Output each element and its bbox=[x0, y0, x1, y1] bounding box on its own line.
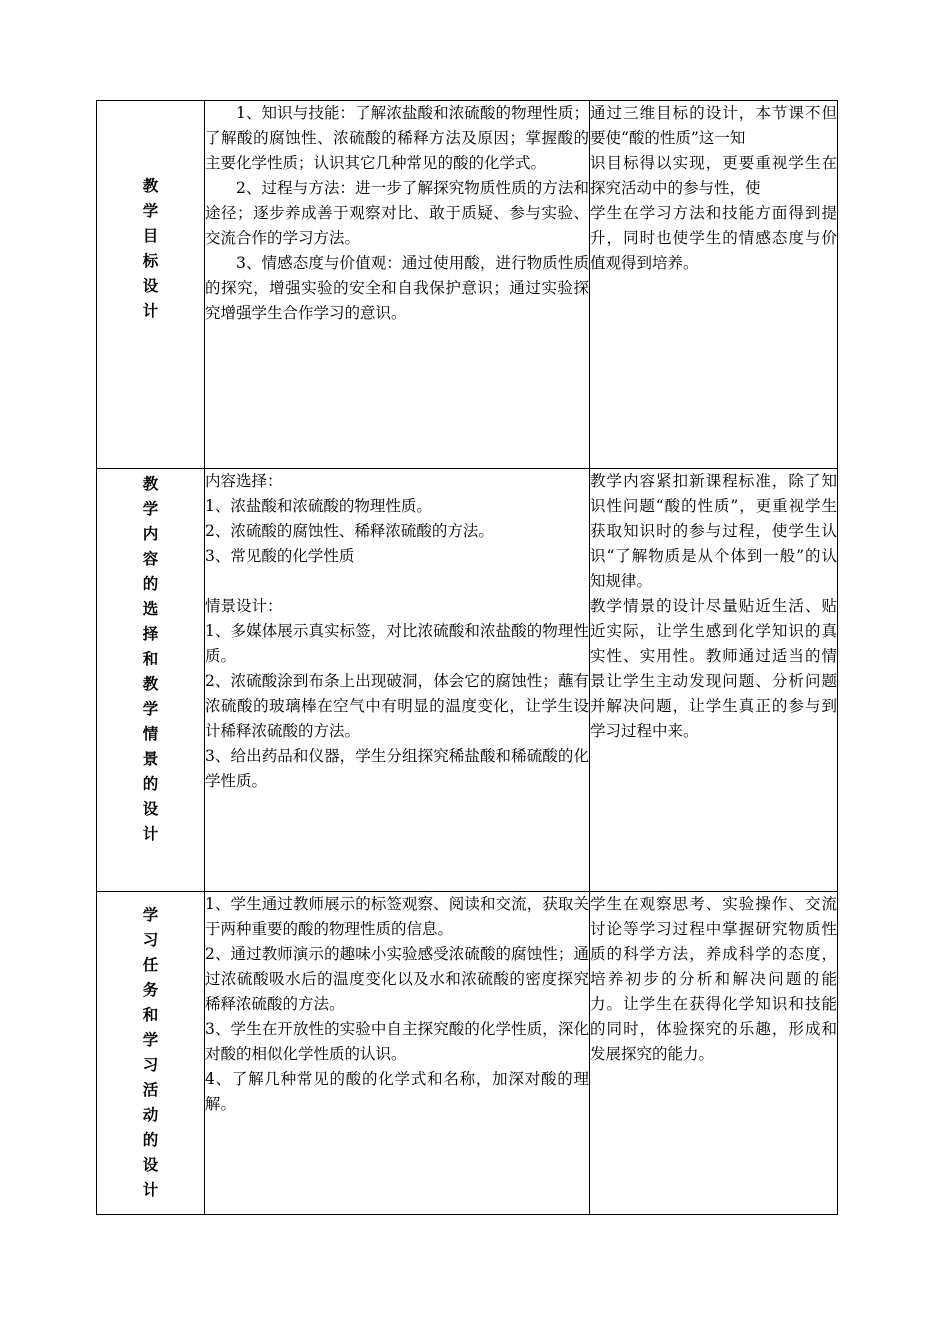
scenario-item: 2、浓硫酸涂到布条上出现破洞，体会它的腐蚀性；蘸有浓硫酸的玻璃棒在空气中有明显的温度变化，让学生设计稀释浓硫酸的方法。 bbox=[205, 672, 589, 740]
rationale-paragraph: 通过三维目标的设计，本节课不但要使“酸的性质”这一知 bbox=[590, 104, 837, 147]
task-item: 2、通过教师演示的趣味小实验感受浓硫酸的腐蚀性；通过浓硫酸吸水后的温度变化以及水和浓硫酸的密度探究稀释浓硫酸的方法。 bbox=[205, 945, 589, 1013]
rationale-cell bbox=[590, 469, 838, 892]
row-label-cell bbox=[97, 101, 205, 469]
rationale-paragraph: 学生在学习方法和技能方面得到提升，同时也使学生的情感态度与价值观得到培养。 bbox=[590, 204, 837, 272]
rationale-paragraph: 教学内容紧扣新课程标准，除了知识性问题“酸的性质”，更重视学生获取知识时的参与过程，使学生认识“了解物质是从个体到一般”的认知规律。 bbox=[590, 472, 837, 590]
lesson-design-table bbox=[96, 100, 838, 1215]
row-content-and-scenario bbox=[97, 469, 838, 892]
row-teaching-objectives bbox=[97, 101, 838, 469]
content-selection-item: 1、浓盐酸和浓硫酸的物理性质。 bbox=[205, 497, 432, 515]
objective-knowledge: 1、知识与技能：了解浓盐酸和浓硫酸的物理性质；了解酸的腐蚀性、浓硫酸的稀释方法及原因；掌握酸的主要化学性质；认识其它几种常见的酸的化学式。 bbox=[205, 104, 589, 172]
blank-line bbox=[205, 569, 589, 594]
scenario-item: 1、多媒体展示真实标签，对比浓硫酸和浓盐酸的物理性质。 bbox=[205, 622, 589, 665]
objective-process: 2、过程与方法：进一步了解探究物质性质的方法和途径；逐步养成善于观察对比、敢于质疑、参与实验、交流合作的学习方法。 bbox=[205, 179, 589, 247]
rationale-paragraph: 学生在观察思考、实验操作、交流讨论等学习过程中掌握研究物质性质的科学方法，养成科学的态度，培养初步的分析和解决问题的能力。让学生在获得化学知识和技能的同时，体验探究的乐趣，形成和发展探究的能力。 bbox=[590, 895, 837, 1063]
scenario-heading: 情景设计： bbox=[205, 597, 283, 615]
content-cell bbox=[205, 469, 590, 892]
rationale-cell bbox=[590, 101, 838, 469]
row-label-cell bbox=[97, 892, 205, 1215]
row-learning-tasks bbox=[97, 892, 838, 1215]
rationale-paragraph: 教学情景的设计尽量贴近生活、贴近实际，让学生感到化学知识的真实性、实用性。教师通过适当的情景让学生主动发现问题、分析问题并解决问题，让学生真正的参与到学习过程中来。 bbox=[590, 597, 837, 740]
objective-attitude: 3、情感态度与价值观：通过使用酸，进行物质性质的探究，增强实验的安全和自我保护意识；通过实验探究增强学生合作学习的意识。 bbox=[205, 254, 589, 322]
rationale-cell bbox=[590, 892, 838, 1215]
row-label: 教学目标设计 bbox=[142, 176, 159, 320]
row-label: 学习任务和学习活动的设计 bbox=[142, 905, 159, 1199]
task-item: 1、学生通过教师展示的标签观察、阅读和交流，获取关于两种重要的酸的物理性质的信息。 bbox=[205, 895, 589, 938]
task-item: 3、学生在开放性的实验中自主探究酸的化学性质，深化对酸的相似化学性质的认识。 bbox=[205, 1020, 589, 1063]
scenario-item: 3、给出药品和仪器，学生分组探究稀盐酸和稀硫酸的化学性质。 bbox=[205, 747, 589, 790]
content-selection-item: 2、浓硫酸的腐蚀性、稀释浓硫酸的方法。 bbox=[205, 522, 494, 540]
task-item: 4、了解几种常见的酸的化学式和名称，加深对酸的理解。 bbox=[205, 1070, 589, 1113]
content-selection-item: 3、常见酸的化学性质 bbox=[205, 547, 355, 565]
rationale-paragraph: 识目标得以实现，更要重视学生在探究活动中的参与性，使 bbox=[590, 154, 837, 197]
content-selection-heading: 内容选择： bbox=[205, 472, 283, 490]
content-cell bbox=[205, 101, 590, 469]
content-cell bbox=[205, 892, 590, 1215]
row-label: 教学内容的选择和教学情景的设计 bbox=[142, 474, 159, 843]
row-label-cell bbox=[97, 469, 205, 892]
